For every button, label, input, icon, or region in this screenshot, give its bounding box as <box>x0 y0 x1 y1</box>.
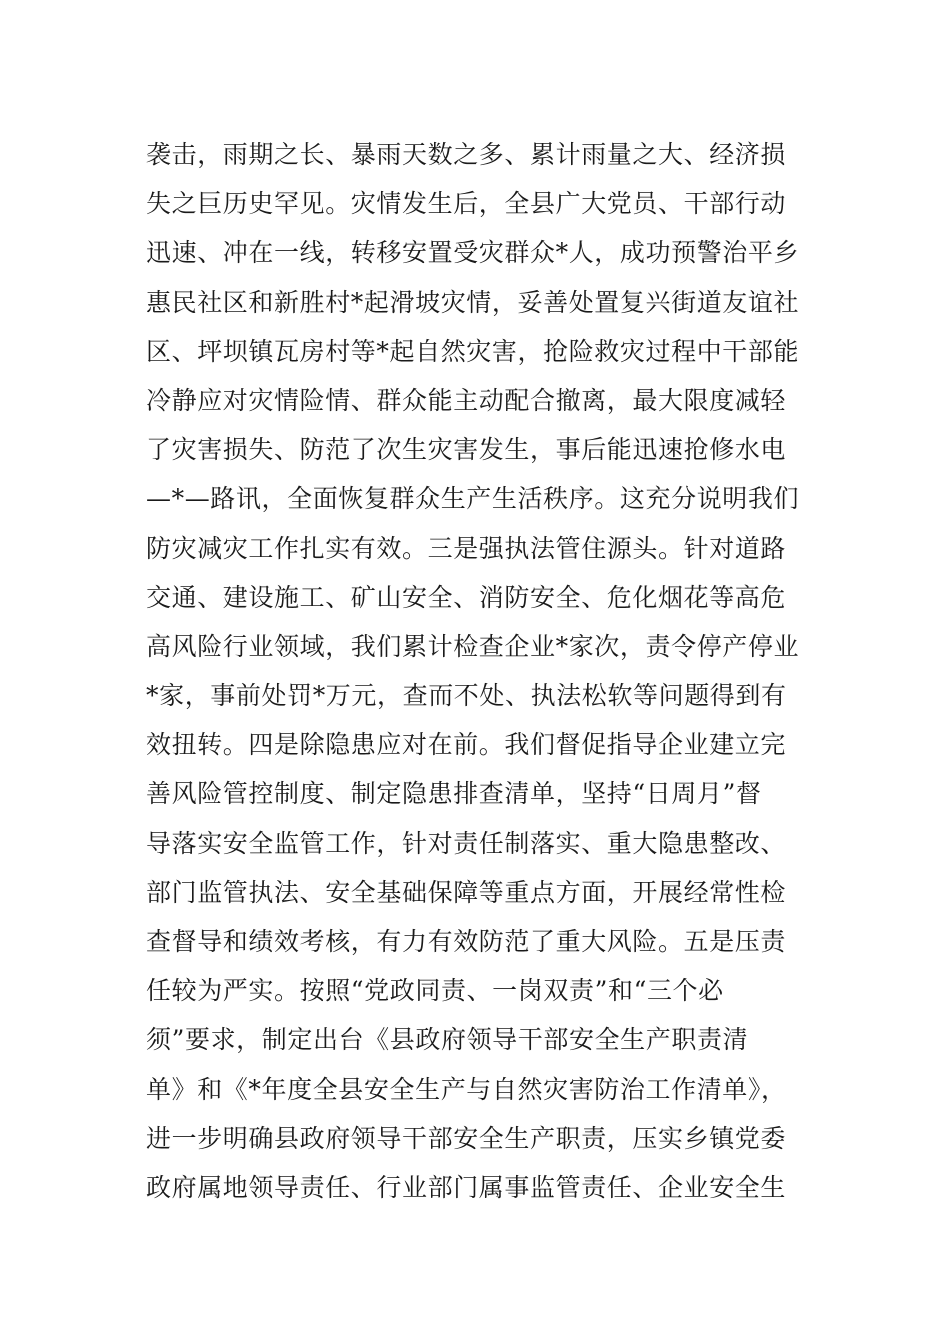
text-line: 迅速、冲在一线，转移安置受灾群众*人，成功预警治平乡 <box>146 238 800 268</box>
text-line: 进一步明确县政府领导干部安全生产职责，压实乡镇党委 <box>146 1123 787 1153</box>
text-line: 查督导和绩效考核，有力有效防范了重大风险。五是压责 <box>146 927 787 956</box>
text-line: 政府属地领导责任、行业部门属事监管责任、企业安全生 <box>146 1172 787 1202</box>
text-line: *家，事前处罚*万元，查而不处、执法松软等问题得到有 <box>146 681 787 711</box>
text-line: 了灾害损失、防范了次生灾害发生，事后能迅速抢修水电 <box>146 435 787 465</box>
text-line: 须”要求，制定出台《县政府领导干部安全生产职责清 <box>146 1025 749 1055</box>
text-line: 单》和《*年度全县安全生产与自然灾害防治工作清单》， <box>146 1074 787 1104</box>
text-line: 交通、建设施工、矿山安全、消防安全、危化烟花等高危 <box>146 582 787 612</box>
text-line: 效扭转。四是除隐患应对在前。我们督促指导企业建立完 <box>146 730 787 760</box>
text-line: —*—路讯，全面恢复群众生产生活秩序。这充分说明我们 <box>146 484 800 514</box>
text-line: 善风险管控制度、制定隐患排查清单，坚持“日周月”督 <box>146 779 762 809</box>
text-line: 部门监管执法、安全基础保障等重点方面，开展经常性检 <box>146 877 787 907</box>
text-line: 失之巨历史罕见。灾情发生后，全县广大党员、干部行动 <box>146 189 787 219</box>
text-line: 冷静应对灾情险情、群众能主动配合撤离，最大限度减轻 <box>146 385 787 415</box>
text-line: 袭击，雨期之长、暴雨天数之多、累计雨量之大、经济损 <box>146 140 787 169</box>
text-line: 高风险行业领域，我们累计检查企业*家次，责令停产停业 <box>146 631 800 661</box>
text-line: 任较为严实。按照“党政同责、一岗双责”和“三个必 <box>146 976 724 1006</box>
text-line: 区、坪坝镇瓦房村等*起自然灾害，抢险救灾过程中干部能 <box>146 336 800 366</box>
text-line: 惠民社区和新胜村*起滑坡灾情，妥善处置复兴街道友谊社 <box>146 287 800 317</box>
body-text <box>146 130 826 1212</box>
text-line: 防灾减灾工作扎实有效。三是强执法管住源头。针对道路 <box>146 533 787 563</box>
text-line: 导落实安全监管工作，针对责任制落实、重大隐患整改、 <box>146 828 787 858</box>
